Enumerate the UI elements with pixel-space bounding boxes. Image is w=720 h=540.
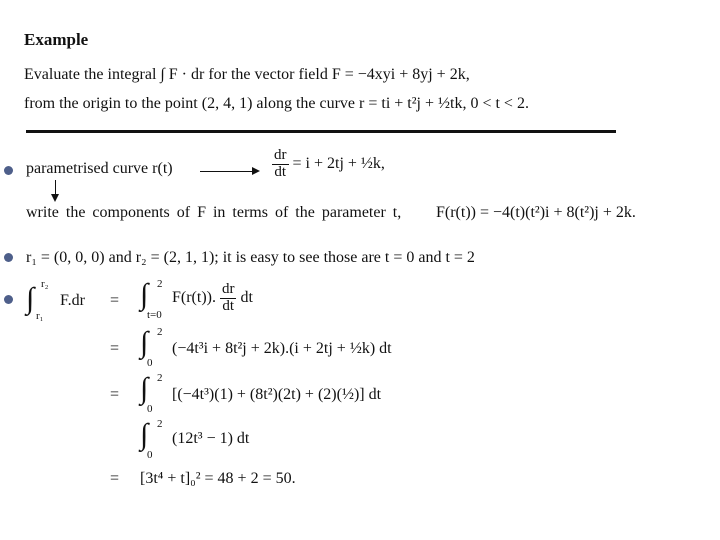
integral-sign: ∫ — [26, 282, 35, 315]
components-instruction: write the components of F in terms of the parameter t, — [26, 204, 402, 221]
integrand-row-1 — [172, 282, 253, 315]
lower-limit: 0 — [147, 449, 153, 461]
upper-limit: r₂ — [41, 278, 49, 290]
derivative-formula — [272, 148, 385, 181]
endpoints-text: r₁ = (0, 0, 0) and r₂ = (2, 1, 1); it is easy to see those are t = 0 and t = 2 — [26, 249, 475, 266]
fraction-numerator: dr — [274, 147, 287, 163]
fraction-numerator: dr — [221, 281, 235, 297]
upper-limit: 2 — [157, 278, 163, 290]
line-integral-lhs — [26, 278, 49, 322]
equals-sign: = — [110, 292, 120, 309]
bullet-icon — [4, 166, 13, 175]
right-arrow-icon — [200, 171, 258, 172]
lower-limit: r₁ — [36, 310, 44, 322]
integral-sign: ∫ — [140, 418, 149, 451]
integrand-row-2: (−4t³i + 8t²j + 2k).(i + 2tj + ½k) dt — [172, 340, 392, 357]
fraction-denominator: dt — [274, 163, 287, 180]
equals-sign: = — [110, 386, 120, 403]
problem-line-1: Evaluate the integral ∫ F · dr for the vector field F = −4xyi + 8yj + 2k, — [24, 66, 470, 83]
upper-limit: 2 — [157, 418, 163, 430]
integrand-body: F(r(t)). — [172, 288, 216, 306]
lower-limit: 0 — [147, 357, 153, 369]
integral-sign: ∫ — [140, 372, 149, 405]
integral-sign: ∫ — [140, 278, 149, 311]
down-arrow-icon — [55, 180, 56, 200]
section-divider — [26, 130, 616, 133]
upper-limit: 2 — [157, 326, 163, 338]
final-result: [3t⁴ + t]₀² = 48 + 2 = 50. — [140, 470, 296, 487]
dr-dt-fraction — [220, 282, 237, 315]
integrand-row-4: (12t³ − 1) dt — [172, 430, 250, 447]
problem-line-2: from the origin to the point (2, 4, 1) along the curve r = ti + t²j + ½tk, 0 < t < 2. — [24, 95, 529, 112]
lower-limit: 0 — [147, 403, 153, 415]
fraction-denominator: dt — [222, 297, 235, 314]
lhs-body: F.dr — [60, 292, 85, 309]
lower-limit: t=0 — [147, 309, 162, 321]
components-formula: F(r(t)) = −4(t)(t²)i + 8(t²)j + 2k. — [436, 204, 636, 221]
derivative-rhs: = i + 2tj + ½k, — [292, 154, 385, 172]
integral-sign: ∫ — [140, 326, 149, 359]
equals-sign: = — [110, 340, 120, 357]
bullet-icon — [4, 253, 13, 262]
integrand-row-3: [(−4t³)(1) + (8t²)(2t) + (2)(½)] dt — [172, 386, 382, 403]
integrand-tail: dt — [240, 288, 253, 306]
example-title: Example — [24, 30, 89, 49]
parametrised-curve-label: parametrised curve r(t) — [26, 160, 173, 177]
dr-dt-fraction — [272, 148, 289, 181]
bullet-icon — [4, 295, 13, 304]
equals-sign: = — [110, 470, 120, 487]
upper-limit: 2 — [157, 372, 163, 384]
